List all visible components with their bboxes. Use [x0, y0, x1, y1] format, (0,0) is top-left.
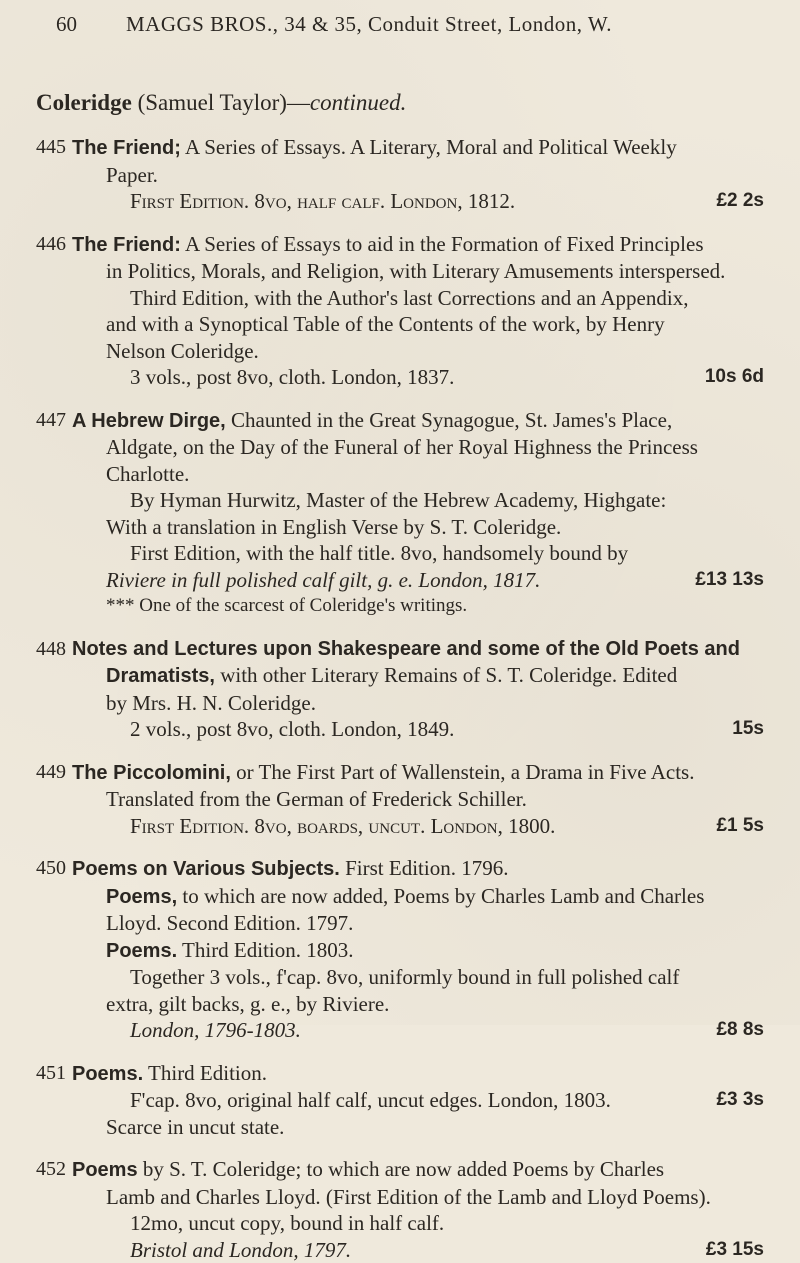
entry-text: Paper. — [72, 162, 786, 189]
entry-number: 445 — [36, 134, 72, 215]
entry-edition: F'cap. 8vo, original half calf, uncut edges. London, 1803. — [130, 1087, 611, 1114]
entry-title: Poems, — [106, 886, 177, 908]
entry-title: Dramatists, — [106, 665, 215, 687]
entry-title: The Piccolomini, — [72, 762, 231, 784]
entry-text: A Series of Essays. A Literary, Moral and Political Weekly — [181, 135, 677, 159]
entry-title: Notes and Lectures upon Shakespeare and some of the Old Poets and — [72, 636, 786, 663]
entry-price: £3 15s — [706, 1237, 786, 1263]
entry-imprint: London, 1796-1803. — [130, 1017, 301, 1044]
entry-edition: 3 vols., post 8vo, cloth. London, 1837. — [130, 364, 454, 391]
entry-note: Scarce in uncut state. — [72, 1114, 786, 1141]
catalogue-entry — [36, 855, 786, 1044]
entry-text: With a translation in English Verse by S. T. Coleridge. — [72, 514, 786, 541]
entry-number: 452 — [36, 1156, 72, 1263]
entry-price: £2 2s — [716, 188, 786, 215]
page-header — [36, 12, 786, 58]
entry-text: by S. T. Coleridge; to which are now added Poems by Charles — [138, 1157, 664, 1181]
entry-title: Poems. — [72, 1063, 143, 1085]
entry-number: 447 — [36, 407, 72, 620]
entry-note: *** One of the scarcest of Coleridge's writings. — [72, 593, 786, 620]
author-name: Coleridge — [36, 90, 132, 115]
page-number: 60 — [36, 12, 126, 37]
catalogue-entry — [36, 759, 786, 840]
entry-text: Lamb and Charles Lloyd. (First Edition of the Lamb and Lloyd Poems). — [72, 1184, 786, 1211]
entry-price: £1 5s — [716, 813, 786, 840]
entry-title: The Friend; — [72, 137, 181, 159]
entry-title: Poems on Various Subjects. — [72, 858, 340, 880]
entry-edition: First Edition. 8vo, boards, uncut. London, 1800. — [130, 813, 555, 840]
catalogue-entry — [36, 231, 786, 391]
entry-price: £3 3s — [716, 1087, 786, 1114]
entry-edition: First Edition, with the half title. 8vo, handsomely bound by — [72, 540, 786, 567]
entry-text: Nelson Coleridge. — [72, 338, 786, 365]
entry-text: Translated from the German of Frederick Schiller. — [72, 786, 786, 813]
catalogue-entry — [36, 636, 786, 743]
entry-title: The Friend: — [72, 234, 181, 256]
entry-text: to which are now added, Poems by Charles Lamb and Charles — [177, 884, 704, 908]
entry-number: 448 — [36, 636, 72, 743]
entry-text: extra, gilt backs, g. e., by Riviere. — [72, 991, 786, 1018]
entry-text: Together 3 vols., f'cap. 8vo, uniformly bound in full polished calf — [72, 964, 786, 991]
entry-text: A Series of Essays to aid in the Formation of Fixed Principles — [181, 232, 704, 256]
entry-text: and with a Synoptical Table of the Contents of the work, by Henry — [72, 311, 786, 338]
entry-text: or The First Part of Wallenstein, a Drama in Five Acts. — [231, 760, 695, 784]
entry-price: £13 13s — [695, 567, 786, 594]
entry-number: 450 — [36, 855, 72, 1044]
entry-title: Poems — [72, 1159, 138, 1181]
entry-text: By Hyman Hurwitz, Master of the Hebrew Academy, Highgate: — [72, 487, 786, 514]
catalogue-entry — [36, 1156, 786, 1263]
entry-number: 446 — [36, 231, 72, 391]
entry-price: 10s 6d — [705, 364, 786, 391]
entry-edition: 2 vols., post 8vo, cloth. London, 1849. — [130, 716, 454, 743]
entry-text: with other Literary Remains of S. T. Coleridge. Edited — [215, 663, 677, 687]
entry-imprint: Bristol and London, 1797. — [130, 1237, 351, 1263]
entry-price: £8 8s — [716, 1017, 786, 1044]
catalogue-entry — [36, 134, 786, 215]
entry-text: First Edition. 1796. — [340, 856, 509, 880]
entry-text: Third Edition. — [143, 1061, 267, 1085]
entry-text: Aldgate, on the Day of the Funeral of her Royal Highness the Princess — [72, 434, 786, 461]
author-heading — [36, 88, 786, 118]
catalogue-entry — [36, 407, 786, 620]
entry-number: 451 — [36, 1060, 72, 1141]
entry-number: 449 — [36, 759, 72, 840]
entry-text: Third Edition, with the Author's last Corrections and an Appendix, — [72, 285, 786, 312]
entry-text: 12mo, uncut copy, bound in half calf. — [72, 1210, 786, 1237]
publisher-line: MAGGS BROS., 34 & 35, Conduit Street, London, W. — [126, 12, 612, 37]
entry-text: Riviere in full polished calf gilt, g. e. London, 1817. — [106, 567, 540, 594]
entry-text: Third Edition. 1803. — [177, 938, 353, 962]
catalogue-entry — [36, 1060, 786, 1141]
entry-text: by Mrs. H. N. Coleridge. — [72, 690, 786, 717]
entry-title: A Hebrew Dirge, — [72, 410, 226, 432]
entry-text: Chaunted in the Great Synagogue, St. James's Place, — [226, 408, 672, 432]
entry-title: Poems. — [106, 940, 177, 962]
entry-edition: First Edition. 8vo, half calf. London, 1812. — [130, 188, 515, 215]
entry-text: in Politics, Morals, and Religion, with Literary Amusements interspersed. — [72, 258, 786, 285]
continued-label: continued. — [310, 90, 406, 115]
entry-text: Charlotte. — [72, 461, 786, 488]
entry-text: Lloyd. Second Edition. 1797. — [72, 910, 786, 937]
author-detail: (Samuel Taylor)— — [138, 90, 310, 115]
entry-price: 15s — [732, 716, 786, 743]
